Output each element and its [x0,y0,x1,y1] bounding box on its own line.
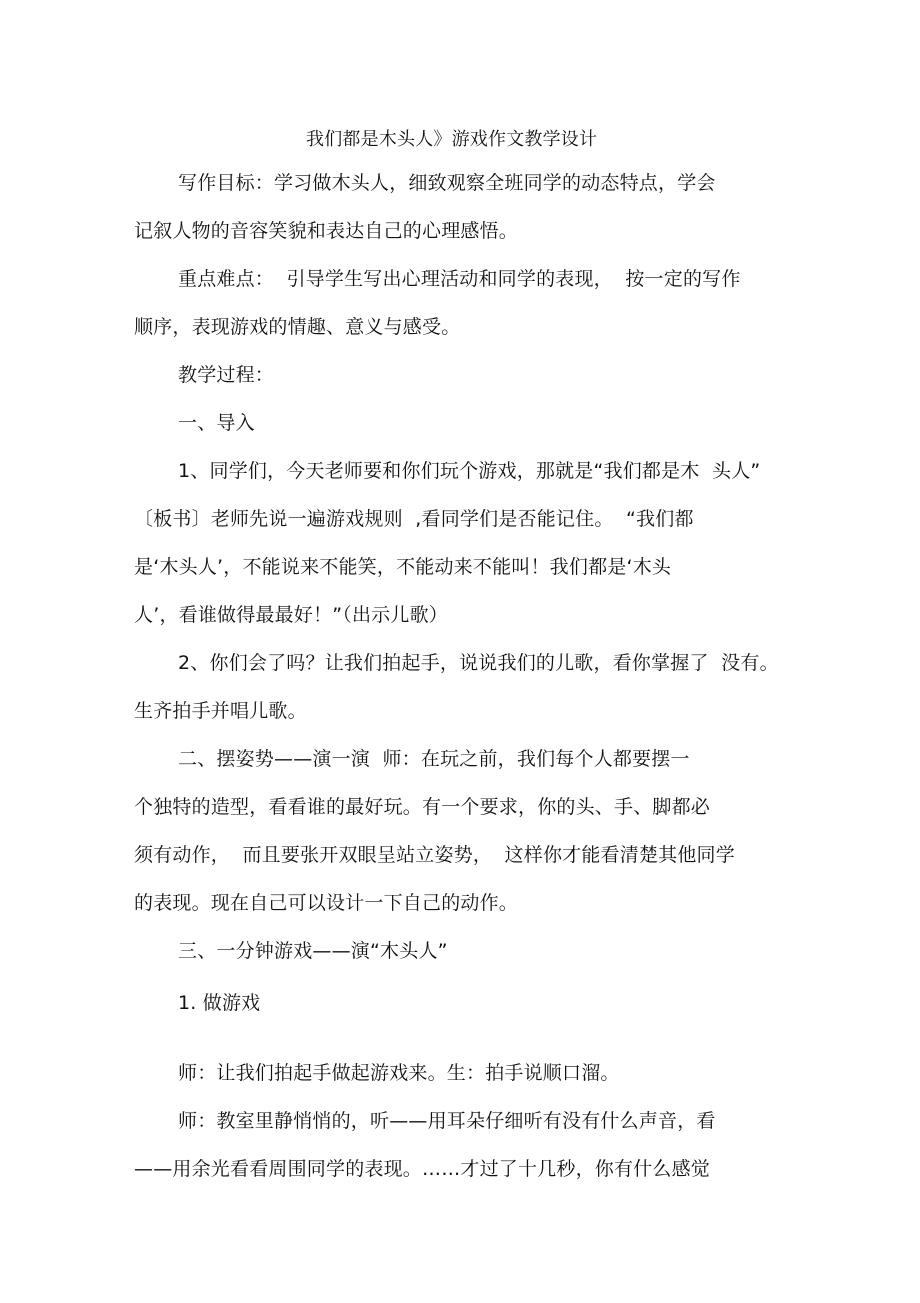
paragraph-line: 2、你们会了吗？让我们拍起手，说说我们的儿歌，看你掌握了 没有。 [178,652,779,674]
paragraph-line: 重点难点： 引导学生写出心理活动和同学的表现， 按一定的写作 [178,268,741,290]
section-heading: 教学过程： [178,364,275,386]
paragraph-line: 二、摆姿势——演一演 师：在玩之前，我们每个人都要摆一 [178,748,690,770]
section-heading: 三、一分钟游戏——演“木头人” [178,940,448,962]
paragraph-line: 须有动作， 而且要张开双眼呈站立姿势， 这样你才能看清楚其他同学 [134,844,735,866]
section-heading: 一、导入 [178,412,255,434]
subsection-heading: 1. 做游戏 [178,992,261,1014]
paragraph-line: 记叙人物的音容笑貌和表达自己的心理感悟。 [134,220,519,242]
paragraph-line: ——用余光看看周围同学的表现。……才过了十几秒，你有什么感觉 [134,1158,711,1180]
paragraph-line: 是‘木头人’，不能说来不能笑，不能动来不能叫！我们都是‘木头 [134,556,672,578]
paragraph-line: 师：让我们拍起手做起游戏来。生：拍手说顺口溜。 [178,1062,620,1084]
document-title: 我们都是木头人》游戏作文教学设计 [306,129,598,150]
paragraph-line: 师：教室里静悄悄的，听——用耳朵仔细听有没有什么声音，看 [178,1110,716,1132]
paragraph-line: 顺序，表现游戏的情趣、意义与感受。 [134,316,461,338]
paragraph-line: 生齐拍手并唱儿歌。 [134,700,307,722]
paragraph-line: 写作目标：学习做木头人，细致观察全班同学的动态特点，学会 [178,172,716,194]
paragraph-line: 人’，看谁做得最最好！”（出示儿歌） [134,604,448,626]
paragraph-line: 个独特的造型，看看谁的最好玩。有一个要求，你的头、手、脚都必 [134,796,711,818]
paragraph-line: 〔板书〕老师先说一遍游戏规则 ,看同学们是否能记住。 “我们都 [134,508,694,530]
paragraph-line: 的表现。现在自己可以设计一下自己的动作。 [134,892,519,914]
paragraph-line: 1、同学们，今天老师要和你们玩个游戏，那就是“我们都是木 头人” [178,460,761,482]
